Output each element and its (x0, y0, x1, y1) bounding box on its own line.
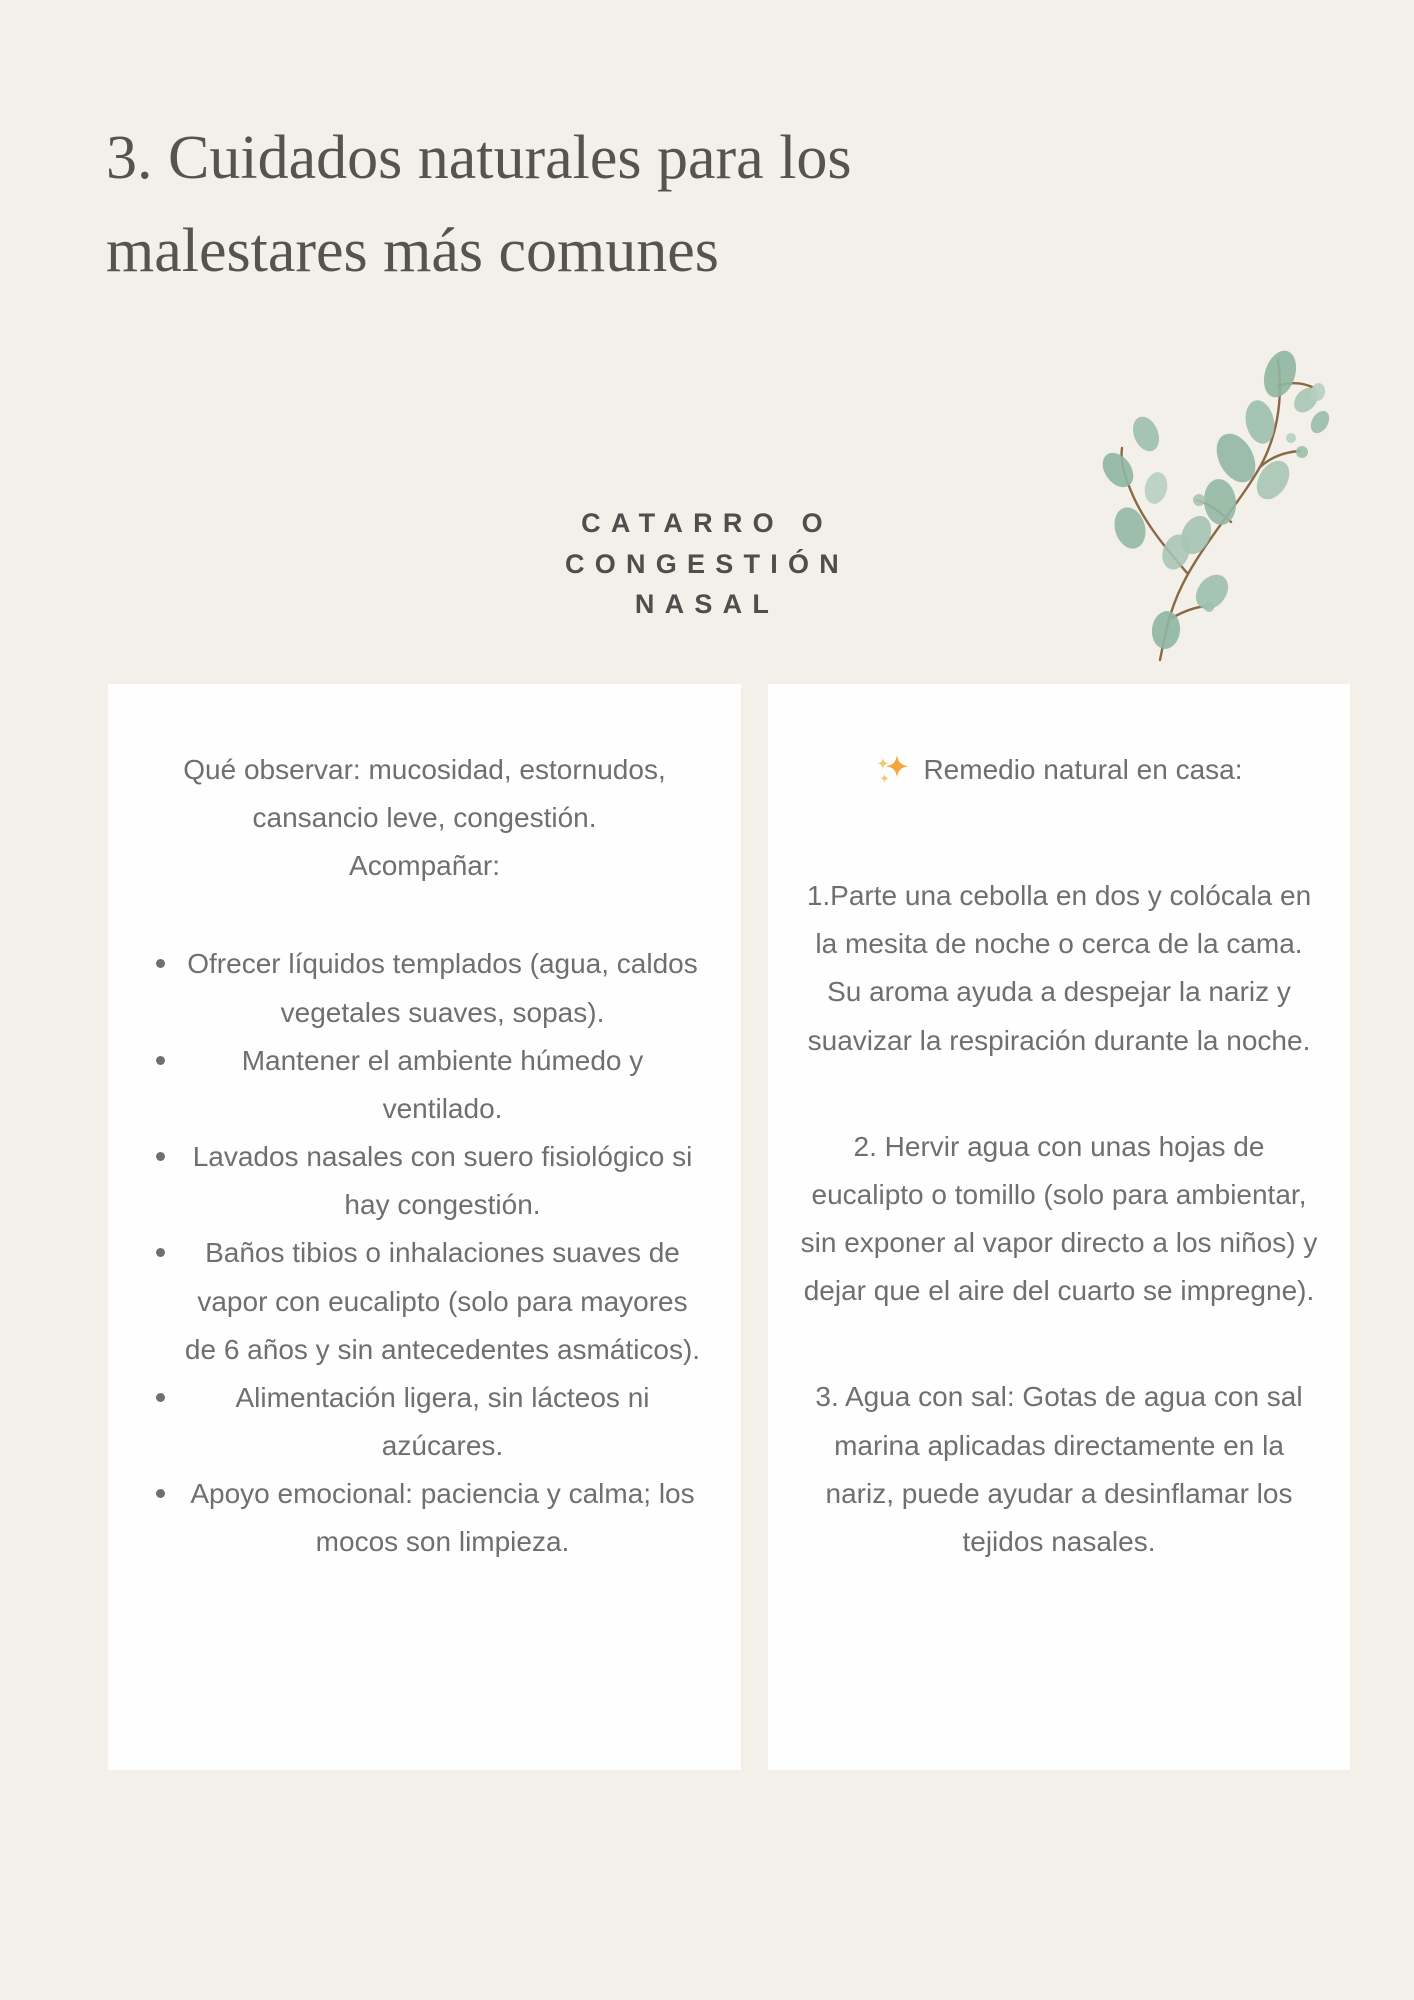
section-label-line-1: CATARRO O (581, 508, 833, 538)
observation-intro (146, 746, 703, 890)
list-item: Mantener el ambiente húmedo y ventilado. (146, 1037, 703, 1133)
observation-intro-followup: Acompañar: (349, 850, 500, 882)
sparkles-icon (875, 752, 911, 788)
remedy-paragraph: 1.Parte una cebolla en dos y colócala en la mesita de noche o cerca de la cama. Su aroma ayuda a despejar la nariz y suavizar la respiración durante la noche. (806, 880, 1312, 1056)
section-label-line-3: NASAL (634, 589, 780, 619)
observation-intro-text: Qué observar: mucosidad, estornudos, cansancio leve, congestión. (183, 754, 666, 834)
list-item: Alimentación ligera, sin lácteos ni azúcares. (146, 1374, 703, 1470)
page-title (106, 112, 1006, 298)
list-item: Apoyo emocional: paciencia y calma; los mocos son limpieza. (146, 1470, 703, 1566)
list-item: Lavados nasales con suero fisiológico si hay congestión. (146, 1133, 703, 1229)
remedy-header (800, 746, 1318, 794)
section-label-line-2: CONGESTIÓN (564, 548, 850, 579)
remedy-paragraph: 3. Agua con sal: Gotas de agua con sal marina aplicadas directamente en la nariz, puede ayudar a desinflamar los tejidos nasales. (815, 1381, 1303, 1557)
observation-bullet-list (146, 940, 703, 1566)
remedy-header-text: Remedio natural en casa: (923, 754, 1243, 785)
remedy-card (768, 684, 1350, 1770)
section-label (565, 503, 849, 625)
eucalyptus-branch-illustration (1068, 330, 1348, 665)
observation-card (108, 684, 741, 1770)
page-title-line-2: malestares más comunes (106, 217, 719, 285)
page-title-line-1: 3. Cuidados naturales para los (106, 124, 852, 192)
list-item: Baños tibios o inhalaciones suaves de vapor con eucalipto (solo para mayores de 6 años y sin antecedentes asmáticos). (146, 1229, 703, 1373)
list-item: Ofrecer líquidos templados (agua, caldos vegetales suaves, sopas). (146, 940, 703, 1036)
remedy-paragraph: 2. Hervir agua con unas hojas de eucalipto o tomillo (solo para ambientar, sin exponer al vapor directo a los niños) y dejar que el aire del cuarto se impregne). (800, 1130, 1318, 1307)
